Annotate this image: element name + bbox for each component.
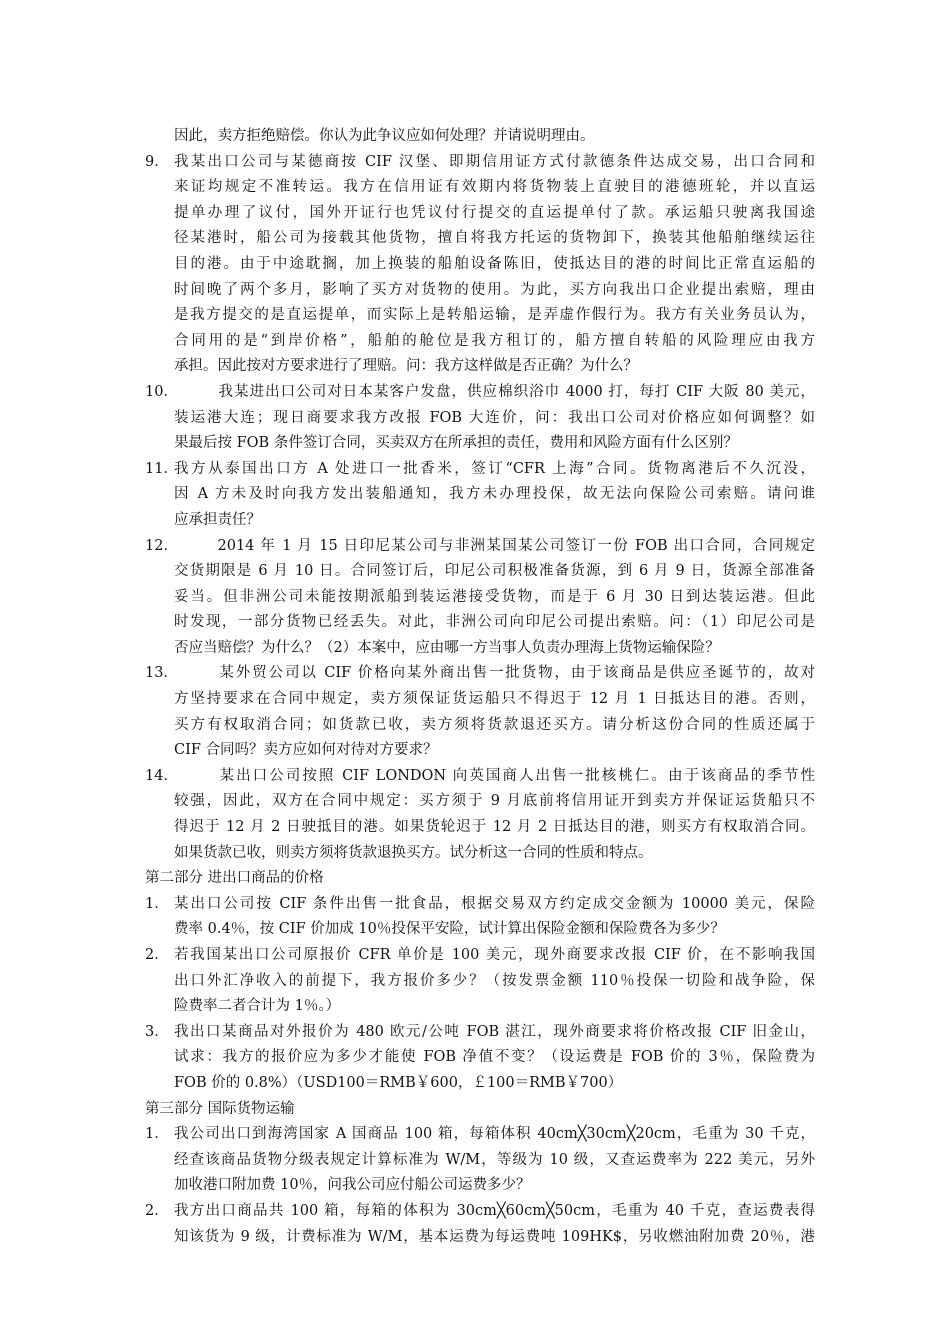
text-line: 提单办理了议付，国外开证行也凭议付行提交的直运提单付了款。承运船只驶离我国途 [174,204,815,221]
text-line: 2014 年 1 月 15 日印尼某公司与非洲某国某公司签订一份 FOB 出口合同，合同规定 [217,537,815,554]
text-line: 某出口公司按照 CIF LONDON 向英国商人出售一批核桃仁。由于该商品的季节性 [217,767,815,784]
text-line: 我出口某商品对外报价为 480 欧元/公吨 FOB 湛江，现外商要求将价格改报 CIF 旧金山， [174,1023,815,1040]
text-line: 时间晚了两个多月，影响了买方对货物的使用。为此，买方向我出口企业提出索赔，理由 [174,281,815,298]
text-line: 因 A 方未及时向我方发出装船通知，我方未办理投保，故无法向保险公司索赔。请问谁 [174,486,815,503]
text-line: 否应当赔偿？为什么？（2）本案中，应由哪一方当事人负责办理海上货物运输保险？ [174,639,720,656]
section-heading: 第二部分 进出口商品的价格 [145,870,324,887]
price-question-2 [145,943,815,1020]
text-line: 时发现，一部分货物已经丢失。对此，非洲公司向印尼公司提出索赔。问：（1）印尼公司是 [174,614,815,631]
price-question-1 [145,892,815,943]
transport-question-1 [145,1122,815,1199]
question-number: 13． [145,665,178,682]
text-line: 我某进出口公司对日本某客户发盘，供应棉织浴巾 4000 打，每打 CIF 大阪 80 美元， [217,383,815,400]
question-number: 14． [145,767,178,784]
price-question-3 [145,1020,815,1097]
continuation-paragraph [145,124,815,150]
text-line: 合同用的是“到岸价格”，船舶的舱位是我方租订的，船方擅自转船的风险理应由我方 [174,332,815,349]
text-line: 得迟于 12 月 2 日驶抵目的港。如果货轮迟于 12 月 2 日抵达目的港，则买方有权取消合同。 [174,819,815,836]
text-line: 因此，卖方拒绝赔偿。你认为此争议应如何处理？并请说明理由。 [174,128,595,144]
text-line: 交货期限是 6 月 10 日。合同签订后，印尼公司积极准备货源，到 6 月 9 日，货源全部准备 [174,563,815,580]
text-line: 若我国某出口公司原报价 CFR 单价是 100 美元，现外商要求改报 CIF 价，在不影响我国 [174,947,815,963]
question-9 [145,150,815,380]
question-number: 9． [145,153,169,170]
text-line: 经查该商品货物分级表规定计算标准为 W/M，等级为 10 级，又查运费率为 222 美元，另外 [174,1151,815,1168]
text-line: 知该货为 9 级，计费标准为 W/M，基本运费为每运费吨 109HK$，另收燃油附加费 20％，港 [174,1228,815,1245]
text-line: 应承担责任？ [174,511,261,528]
text-line: 果最后按 FOB 条件签订合同，买卖双方在所承担的责任，费用和风险方面有什么区别？ [174,435,738,452]
text-line: CIF 合同吗？卖方应如何对待对方要求？ [174,742,438,759]
question-number: 11． [145,460,178,477]
question-number: 2． [145,947,169,963]
question-number: 1． [145,895,169,912]
text-line: 方坚持要求在合同中规定，卖方须保证货运船只不得迟于 12 月 1 日抵达目的港。否则， [174,691,815,708]
text-line: 如果货款已收，则卖方须将货款退换买方。试分析这一合同的性质和特点。 [174,844,653,861]
text-line: 较强，因此，双方在合同中规定：买方须于 9 月底前将信用证开到卖方并保证运货船只不 [174,793,815,810]
document-body [145,124,815,1250]
section-heading: 第三部分 国际货物运输 [145,1100,295,1117]
text-line: 我方从泰国出口方 A 处进口一批香米，签订“CFR 上海”合同。货物离港后不久沉没， [174,460,815,477]
text-line: 某外贸公司以 CIF 价格向某外商出售一批货物，由于该商品是供应圣诞节的，故对 [217,665,815,682]
text-line: 我公司出口到海湾国家 A 国商品 100 箱，每箱体积 40cm╳30cm╳20cm，毛重为 30 千克， [174,1126,815,1143]
question-12 [145,534,815,662]
text-line: FOB 价的 0.8%）（USD100＝RMB￥600，￡100＝RMB￥700） [174,1074,623,1091]
text-line: 某出口公司按 CIF 条件出售一批食品，根据交易双方约定成交金额为 10000 美元，保险 [174,895,815,912]
text-line: 我某出口公司与某德商按 CIF 汉堡、即期信用证方式付款德条件达成交易，出口合同和 [174,153,815,170]
question-number: 3． [145,1023,169,1040]
text-line: 径某港时，船公司为接载其他货物，擅自将我方托运的货物卸下，换装其他船舶继续运往 [174,230,815,247]
text-line: 试求：我方的报价应为多少才能使 FOB 净值不变？（设运费是 FOB 价的 3％，保险费为 [174,1049,815,1066]
question-number: 2． [145,1202,169,1219]
text-line: 费率 0.4％，按 CIF 价加成 10％投保平安险，试计算出保险金额和保险费各为多少？ [174,921,725,938]
text-line: 来证均规定不准转运。我方在信用证有效期内将货物装上直驶目的港德班轮，并以直运 [174,179,815,196]
text-line: 加收港口附加费 10％，问我公司应付船公司运费多少？ [174,1177,531,1194]
text-line: 买方有权取消合同；如货款已收，卖方须将货款退还买方。请分析这份合同的性质还属于 [174,716,815,733]
question-14 [145,764,815,866]
text-line: 我方出口商品共 100 箱，每箱的体积为 30cm╳60cm╳50cm，毛重为 40 千克，查运费表得 [174,1202,815,1219]
question-number: 10． [145,383,178,400]
question-10 [145,380,815,457]
text-line: 险费率二者合计为 1％。） [174,998,341,1015]
question-13 [145,661,815,763]
text-line: 装运港大连；现日商要求我方改报 FOB 大连价，问：我出口公司对价格应如何调整？如 [174,409,815,426]
transport-question-2 [145,1199,815,1250]
question-number: 12． [145,537,178,554]
question-11 [145,457,815,534]
text-line: 承担。因此按对方要求进行了理赔。问：我方这样做是否正确？为什么？ [174,358,638,375]
text-line: 目的港。由于中途耽搁，加上换装的船舶设备陈旧，使抵达目的港的时间比正常直运船的 [174,255,815,272]
text-line: 是我方提交的是直运提单，而实际上是转船运输，是弄虚作假行为。我方有关业务员认为， [174,307,815,324]
question-number: 1． [145,1126,169,1143]
text-line: 出口外汇净收入的前提下，我方报价多少？（按发票金额 110％投保一切险和战争险，保 [174,972,815,989]
text-line: 妥当。但非洲公司未能按期派船到装运港接受货物，而是于 6 月 30 日到达装运港。但此 [174,588,815,605]
